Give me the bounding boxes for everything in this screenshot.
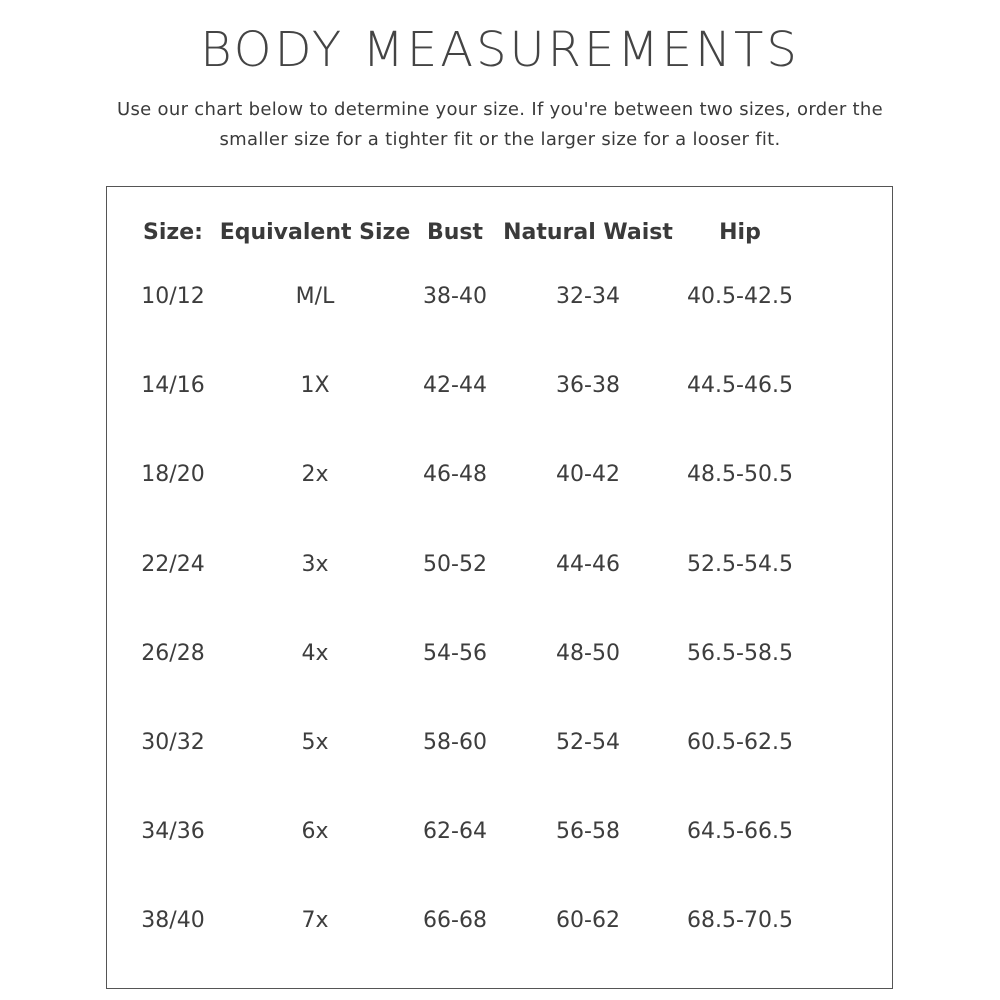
cell-equivalent-size: 6x xyxy=(301,819,329,845)
cell-equivalent-size: M/L xyxy=(295,284,335,309)
header-natural-waist: Natural Waist xyxy=(503,220,673,245)
cell-bust: 50-52 xyxy=(423,551,487,577)
cell-size: 26/28 xyxy=(141,640,205,666)
cell-natural-waist: 56-58 xyxy=(556,819,620,845)
cell-hip: 68.5-70.5 xyxy=(687,908,793,934)
cell-hip: 40.5-42.5 xyxy=(687,284,793,309)
cell-equivalent-size: 3x xyxy=(301,551,329,577)
cell-natural-waist: 32-34 xyxy=(556,284,620,309)
cell-bust: 54-56 xyxy=(423,640,487,666)
cell-natural-waist: 36-38 xyxy=(556,373,620,399)
cell-equivalent-size: 1X xyxy=(300,373,330,399)
cell-bust: 58-60 xyxy=(423,730,487,755)
page-title: BODY MEASUREMENTS xyxy=(200,22,800,78)
cell-bust: 38-40 xyxy=(423,284,487,309)
cell-hip: 44.5-46.5 xyxy=(687,373,793,399)
cell-bust: 46-48 xyxy=(423,462,487,488)
cell-hip: 52.5-54.5 xyxy=(687,551,793,577)
cell-equivalent-size: 5x xyxy=(301,730,329,755)
cell-natural-waist: 60-62 xyxy=(556,908,620,934)
cell-bust: 42-44 xyxy=(423,373,487,399)
cell-size: 38/40 xyxy=(141,908,205,934)
cell-size: 14/16 xyxy=(141,373,205,399)
header-size: Size: xyxy=(143,220,203,245)
cell-natural-waist: 40-42 xyxy=(556,462,620,488)
cell-bust: 66-68 xyxy=(423,908,487,934)
header-hip: Hip xyxy=(719,220,761,245)
cell-size: 30/32 xyxy=(141,730,205,755)
cell-hip: 60.5-62.5 xyxy=(687,730,793,755)
cell-natural-waist: 44-46 xyxy=(556,551,620,577)
cell-size: 18/20 xyxy=(141,462,205,488)
cell-equivalent-size: 4x xyxy=(301,640,329,666)
cell-hip: 56.5-58.5 xyxy=(687,640,793,666)
cell-size: 34/36 xyxy=(141,819,205,845)
cell-size: 10/12 xyxy=(141,284,205,309)
cell-hip: 48.5-50.5 xyxy=(687,462,793,488)
cell-size: 22/24 xyxy=(141,551,205,577)
cell-hip: 64.5-66.5 xyxy=(687,819,793,845)
header-bust: Bust xyxy=(426,220,484,245)
intro-line-1: Use our chart below to determine your size. If you're between two sizes, order the xyxy=(117,99,883,120)
cell-natural-waist: 48-50 xyxy=(556,640,620,666)
intro-line-2: smaller size for a tighter fit or the larger size for a looser fit. xyxy=(219,129,781,150)
cell-bust: 62-64 xyxy=(423,819,487,845)
intro-text xyxy=(80,95,920,155)
header-equivalent-size: Equivalent Size xyxy=(219,220,411,245)
cell-equivalent-size: 7x xyxy=(301,908,329,934)
cell-equivalent-size: 2x xyxy=(301,462,329,488)
cell-natural-waist: 52-54 xyxy=(556,730,620,755)
